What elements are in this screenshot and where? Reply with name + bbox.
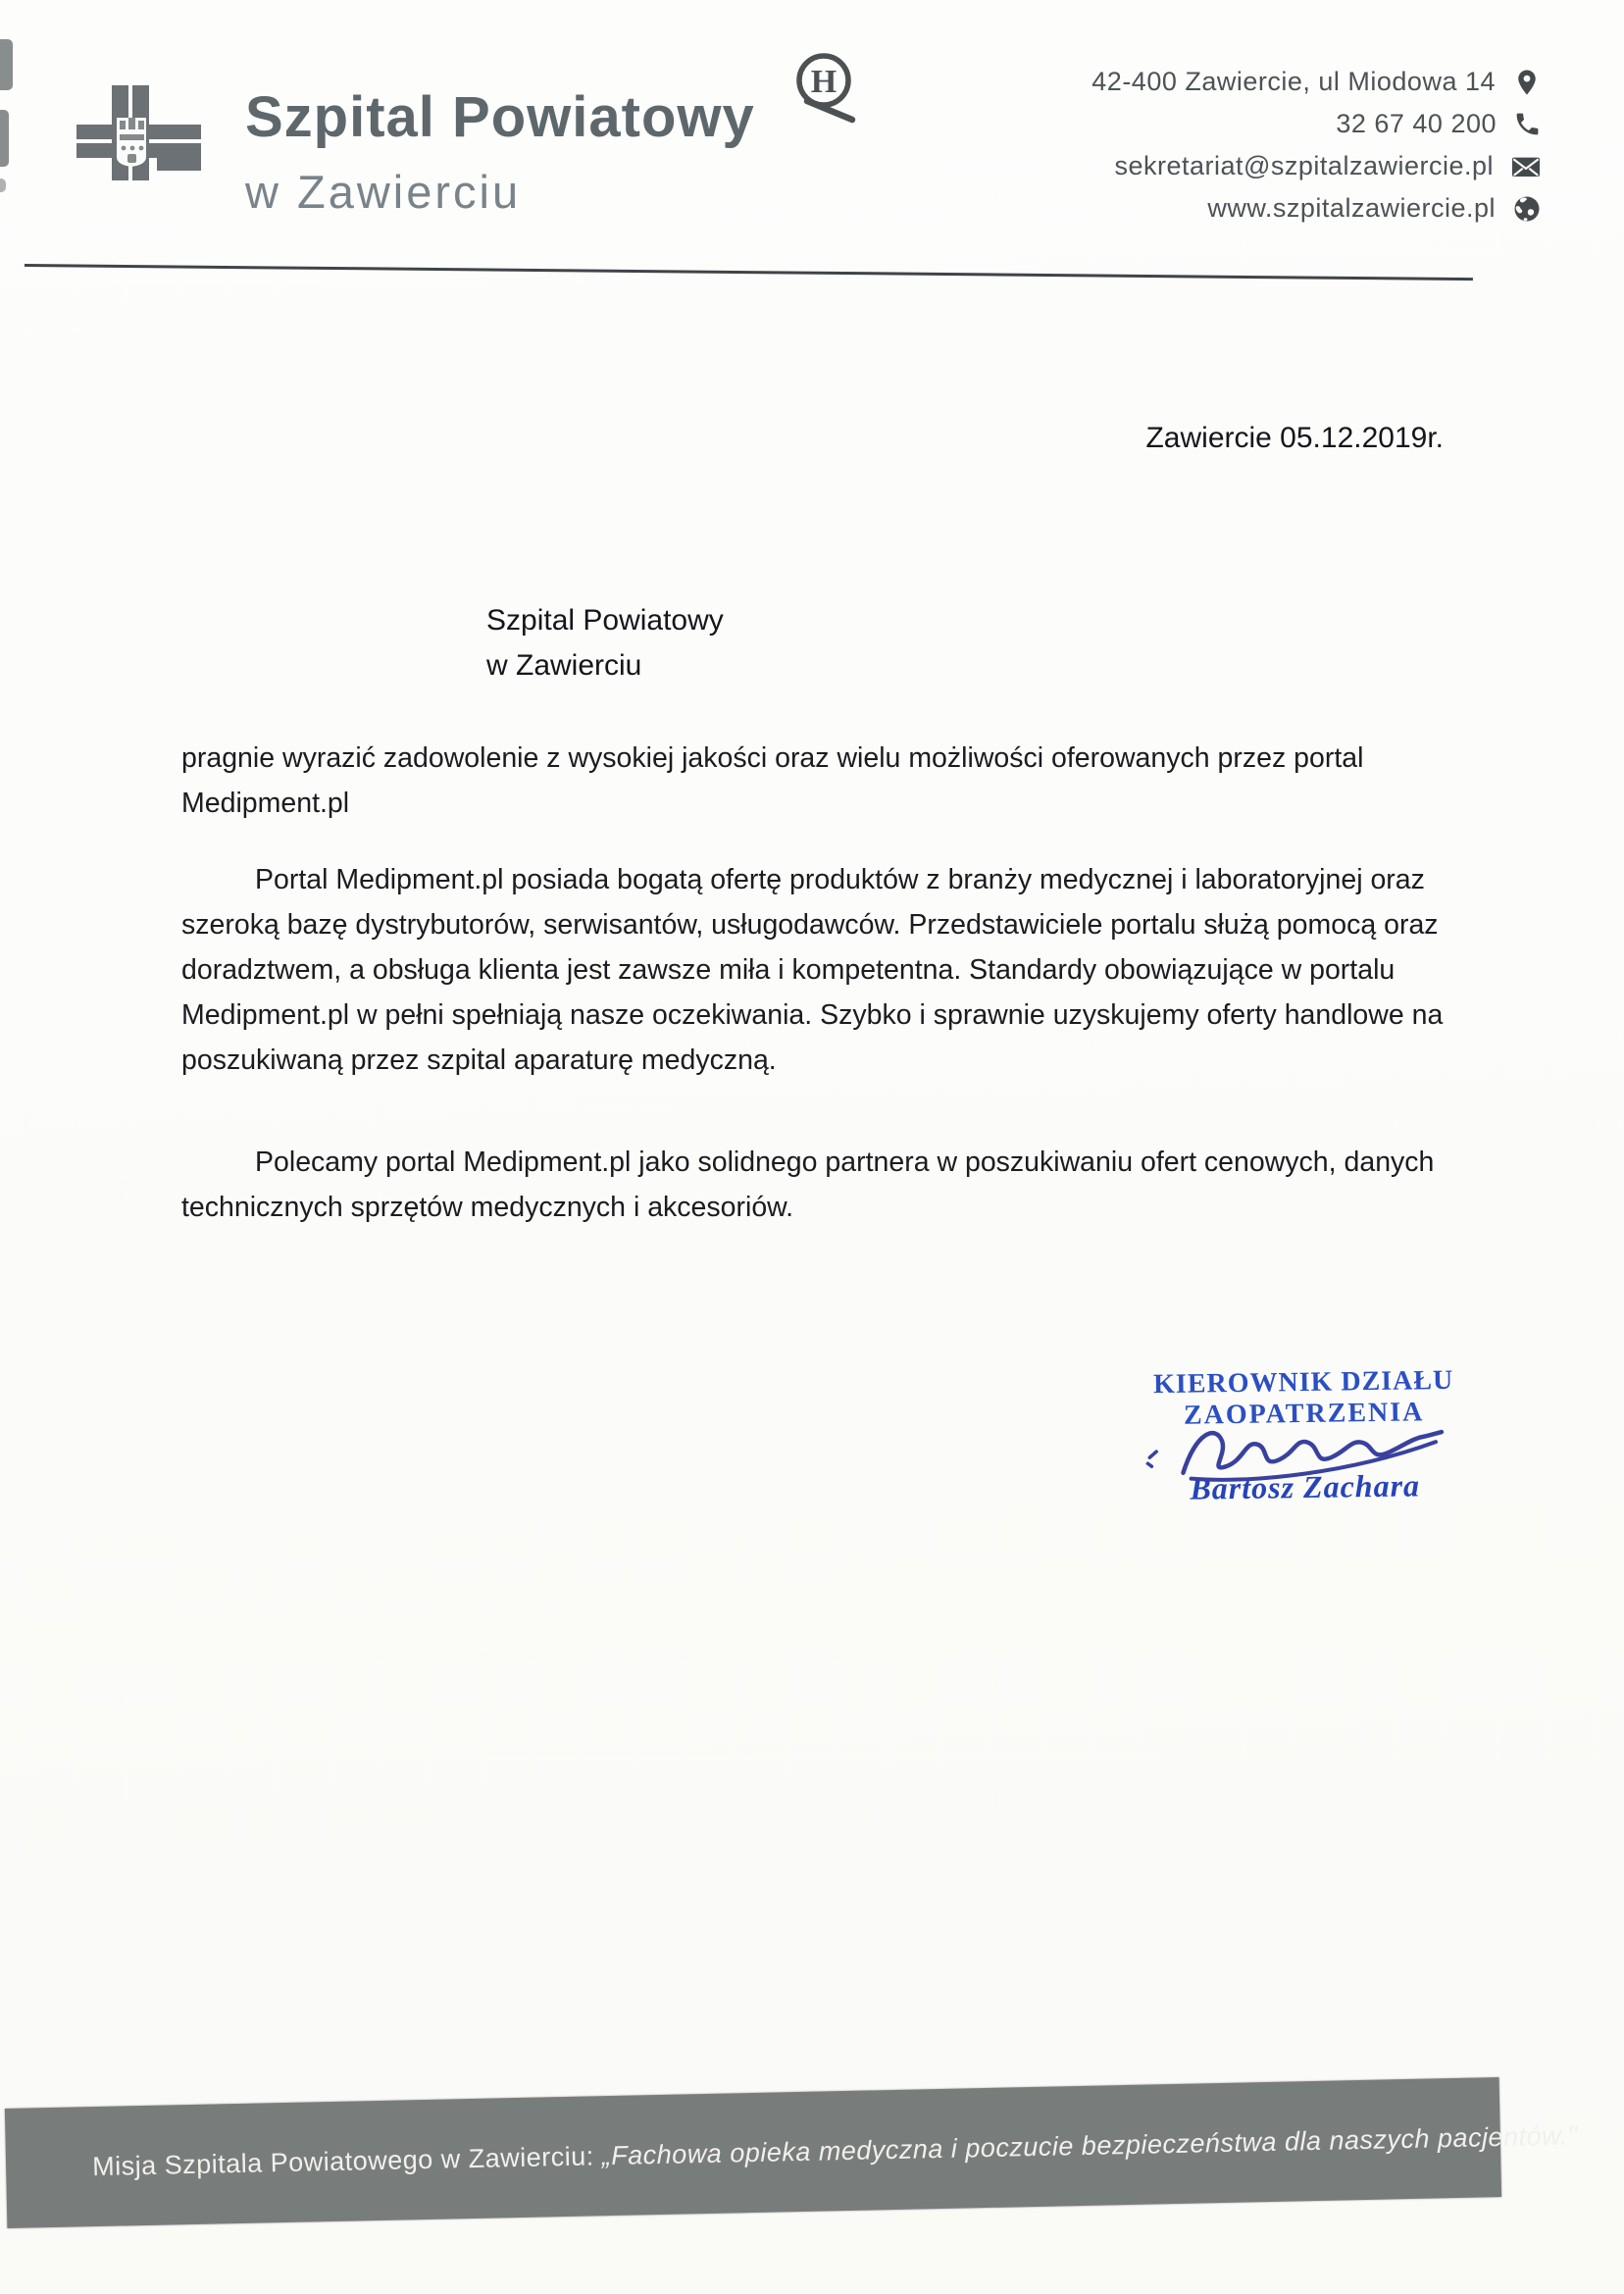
envelope-icon	[1510, 153, 1542, 180]
hospital-name-title: Szpital Powiatowy	[245, 85, 755, 149]
hospital-cross-logo-icon	[73, 49, 222, 186]
scan-smudge	[0, 178, 6, 192]
letter-body	[181, 736, 1446, 1230]
stamp-title-line-2: ZAOPATRZENIA	[1183, 1397, 1425, 1431]
svg-text:H: H	[810, 64, 837, 100]
approval-stamp	[1117, 1364, 1492, 1507]
recipient-line-2: w Zawierciu	[486, 649, 642, 682]
contact-phone-row	[1091, 103, 1542, 145]
mission-footer-bar	[5, 2077, 1578, 2228]
contact-block	[1091, 61, 1542, 229]
recipient-line-1: Szpital Powiatowy	[486, 604, 724, 637]
scan-smudge	[0, 39, 13, 90]
mission-statement	[92, 2120, 1578, 2182]
contact-address-text: 42-400 Zawiercie, ul Miodowa 14	[1091, 67, 1496, 96]
paragraph-3: Polecamy portal Medipment.pl jako solidnego partnera w poszukiwaniu ofert cenowych, danych technicznych sprzętów medycznych i akcesoriów.	[181, 1147, 1435, 1223]
contact-phone-text: 32 67 40 200	[1336, 109, 1497, 138]
contact-address-row	[1091, 61, 1542, 103]
contact-email-text: sekretariat@szpitalzawiercie.pl	[1114, 151, 1494, 180]
paragraph-2: Portal Medipment.pl posiada bogatą ofertę produktów z branży medycznej i laboratoryjnej oraz szeroką bazę dystrybutorów, serwisantów, usługodawców. Przedstawiciele portalu służą pomocą oraz doradztwem, a obsługa klienta jest zawsze miła i kompetentna. Standardy obowiązujące w portalu Medipment.pl w pełni spełniają nasze oczekiwania. Szybko i sprawnie uzyskujemy oferty handlowe na poszukiwaną przez szpital aparaturę medyczną.	[181, 864, 1444, 1076]
location-pin-icon	[1512, 68, 1542, 97]
mission-prefix: Misja Szpitala Powiatowego w Zawierciu:	[91, 2140, 603, 2181]
quality-certificate-mark-icon	[790, 49, 861, 129]
letter-date: Zawiercie 05.12.2019r.	[1145, 422, 1444, 454]
stamp-title-line-1: KIEROWNIK DZIAŁU	[1152, 1364, 1454, 1401]
phone-icon	[1513, 110, 1542, 138]
signer-name: Bartosz Zachara	[1190, 1467, 1421, 1506]
recipient-block	[486, 598, 724, 688]
contact-website-text: www.szpitalzawiercie.pl	[1207, 193, 1496, 223]
paragraph-1: pragnie wyrazić zadowolenie z wysokiej jakości oraz wielu możliwości oferowanych przez portal Medipment.pl	[181, 742, 1364, 819]
header-divider	[25, 264, 1473, 280]
contact-website-row	[1091, 187, 1542, 229]
mission-quote: „Fachowa opieka medyczna i poczucie bezpieczeństwa dla naszych pacjentów."	[601, 2119, 1578, 2170]
contact-email-row	[1091, 145, 1542, 187]
globe-icon	[1512, 194, 1542, 224]
scan-smudge	[0, 110, 9, 167]
hospital-city-subtitle: w Zawierciu	[245, 166, 522, 218]
